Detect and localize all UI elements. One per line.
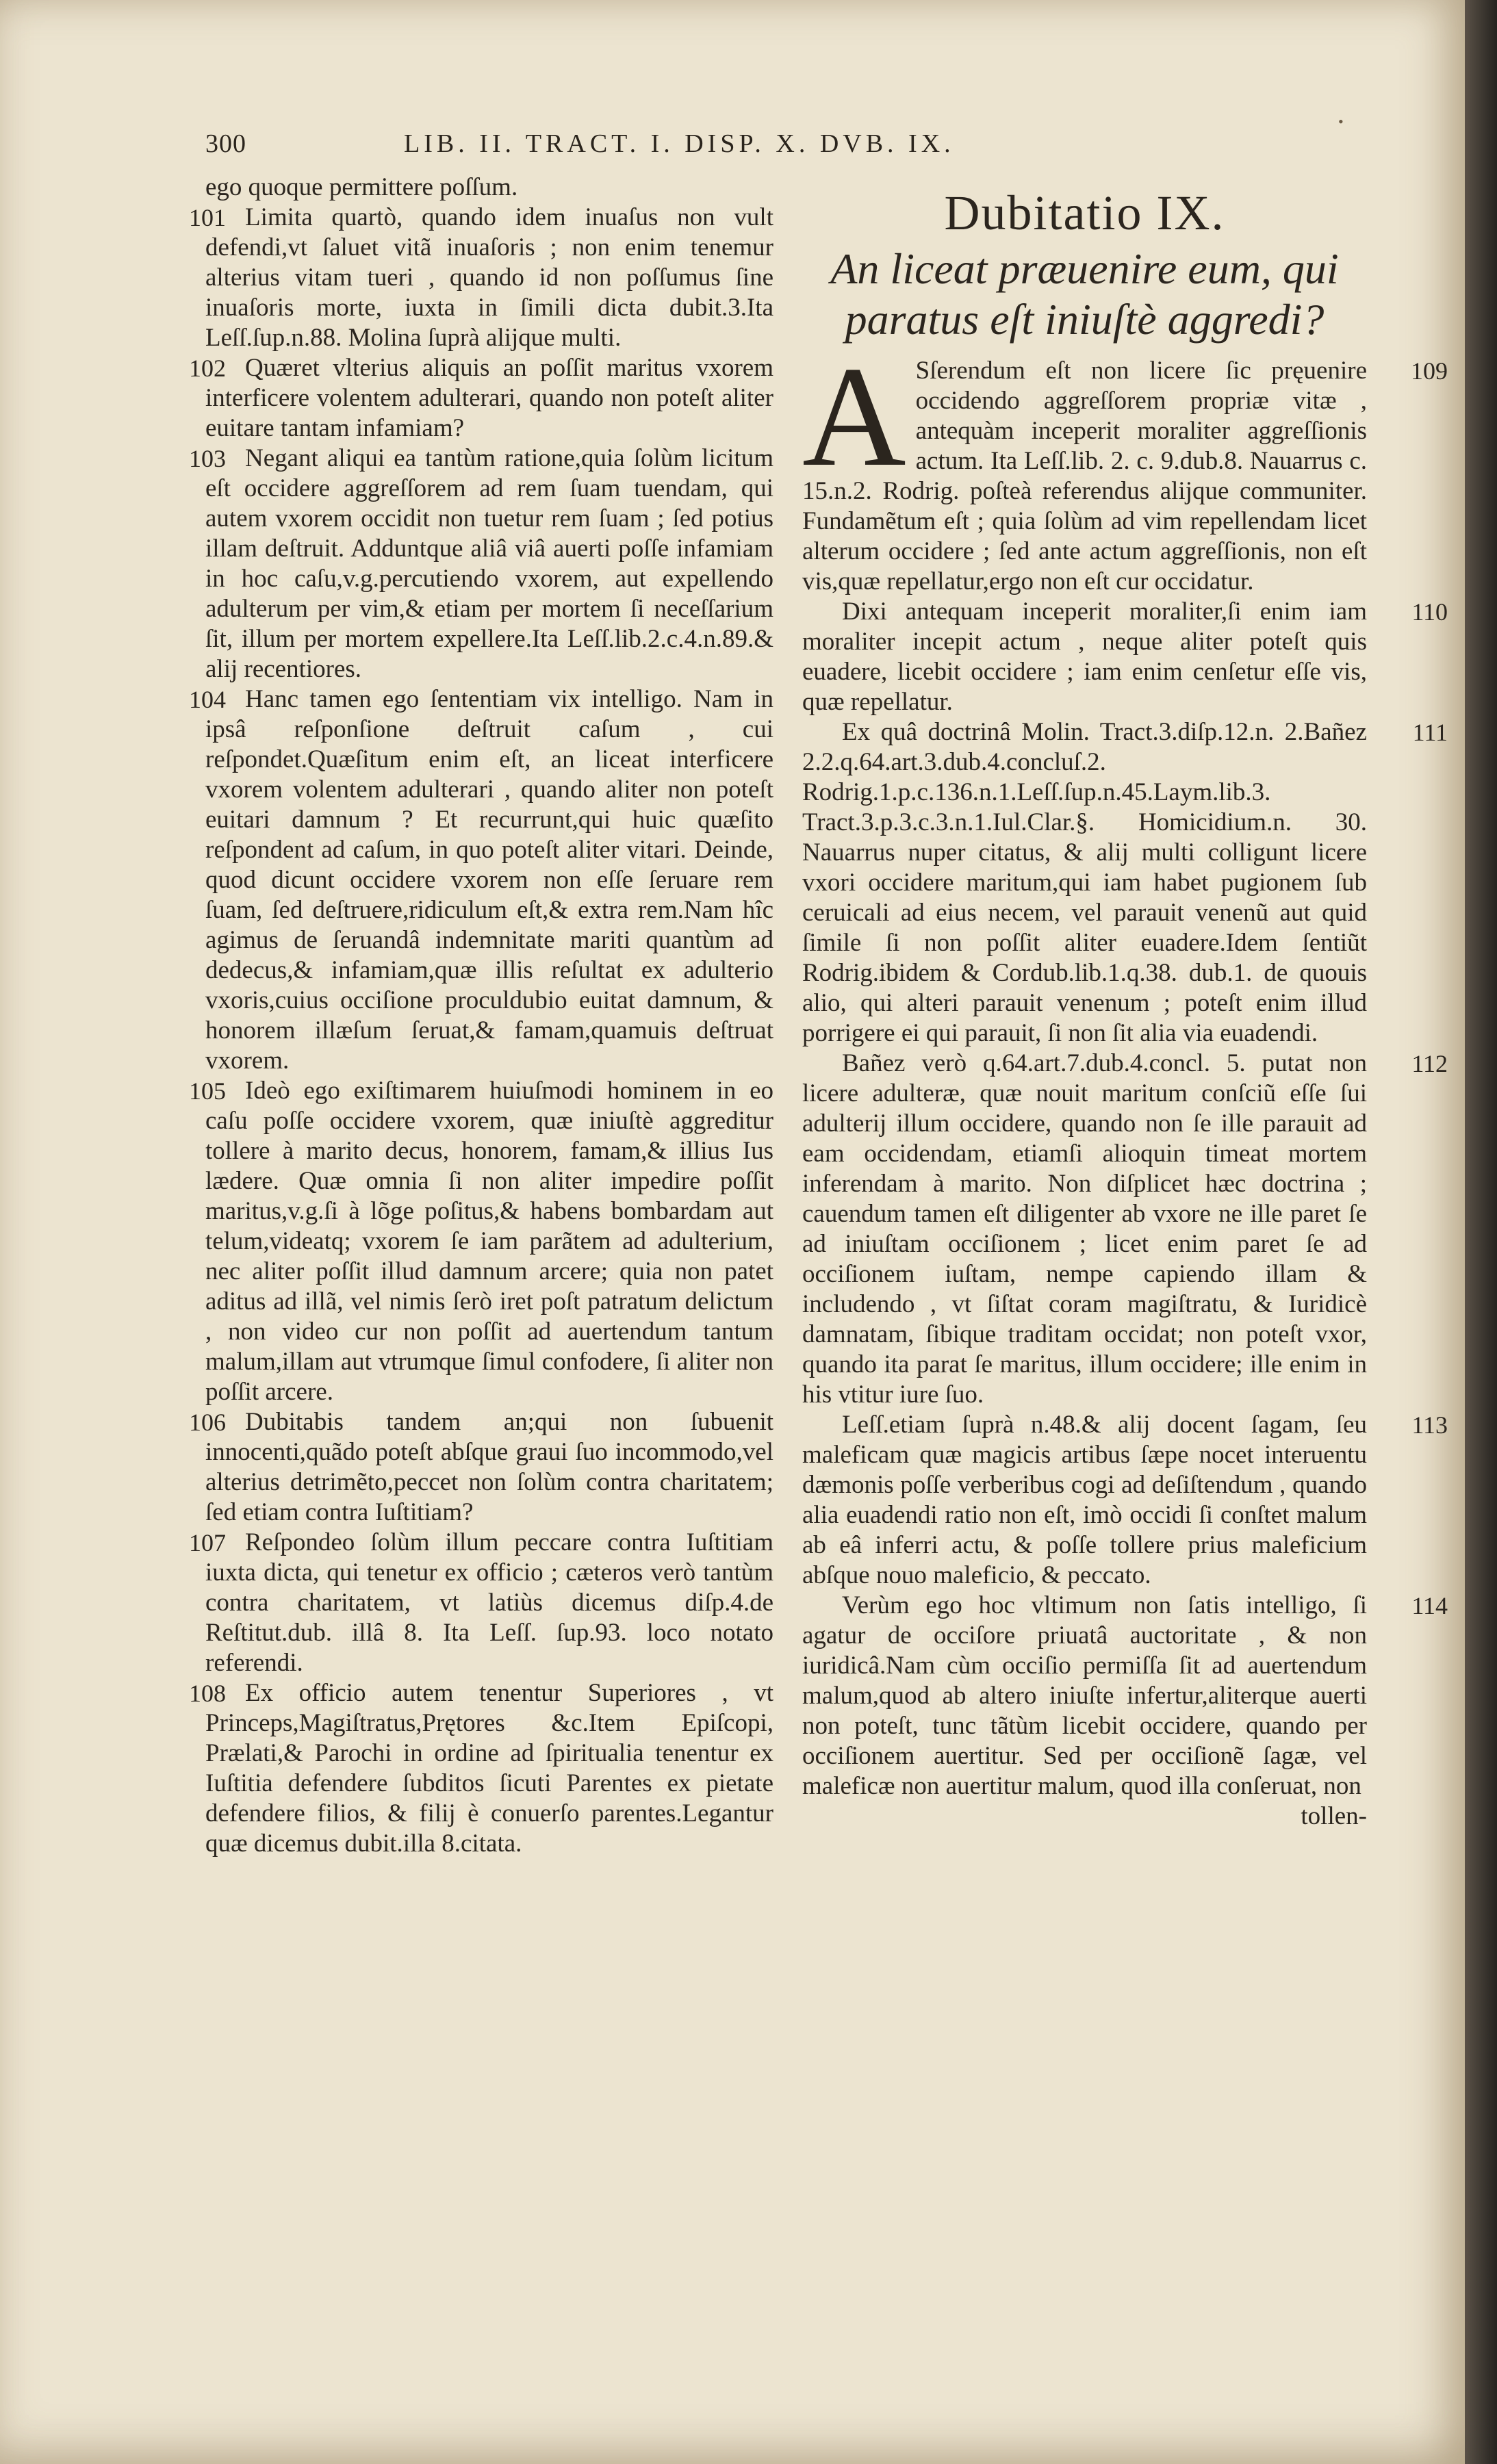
paragraph: [802, 1049, 1448, 1410]
paragraph-text: Reſpondeo ſolùm illum peccare contra Iuſtitiam iuxta dicta, qui tenetur ex officio ; cæteros verò tantùm contra charitatem, vt latiùs dicemus diſp.4.de Reſtitut.dub. illâ 8. Ita Leſſ. ſup.93. loco notato referendi.: [205, 1528, 773, 1677]
running-header: [205, 129, 1095, 170]
paragraph: [802, 1591, 1448, 1801]
margin-number: 106: [189, 1409, 226, 1436]
paragraph: [189, 444, 773, 684]
running-title: LIB. II. TRACT. I. DISP. X. DVB. IX.: [404, 129, 955, 158]
margin-number: 110: [1411, 598, 1448, 626]
margin-number: 102: [189, 355, 226, 382]
margin-number: 111: [1412, 719, 1448, 746]
margin-number: 103: [189, 445, 226, 472]
paragraph-text: Sſerendum eſt non licere ſic pręuenire occidendo aggreſſorem propriæ vitæ , antequàm inceperit moraliter aggreſſionis actum. Ita Leſſ.lib. 2. c. 9.dub.8. Nauarrus c. 15.n.2. Rodrig. poſteà referendus alijque communiter. Fundamẽtum eſt ; quia ſolùm ad vim repellendam licet alterum occidere ; ſed ante actum aggreſſionis, non eſt vis,quæ repellatur,ergo non eſt cur occidatur.: [802, 357, 1367, 595]
margin-number: 108: [189, 1680, 226, 1707]
margin-number: 101: [189, 204, 226, 231]
paragraph-text: Negant aliqui ea tantùm ratione,quia ſolùm licitum eſt occidere aggreſſorem ad rem ſuam tuendam, qui autem vxorem occidit non tuetur rem ſuam ; ſed potius illam deſtruit. Adduntque aliâ viâ auerti poſſe infamiam in hoc caſu,v.g.percutiendo vxorem, aut expellendo adulterum per vim,& etiam per mortem ſi neceſſarium ſit, illum per mortem expellere.Ita Leſſ.lib.2.c.4.n.89.& alij recentiores.: [205, 444, 773, 683]
section-title: Dubitatio IX.: [944, 185, 1225, 240]
paragraph: [189, 353, 773, 444]
drop-cap: A: [802, 337, 906, 496]
paragraph-text: ego quoque permittere poſſum.: [205, 173, 518, 201]
paragraph-text: Ex officio autem tenentur Superiores , vt Princeps,Magiſtratus,Prętores &c.Item Epiſcopi, Prælati,& Parochi in ordine ad ſpiritualia tenentur ex Iuſtitia defendere ſubditos ſicuti Parentes ex pietate defendere filios, & filij è conuerſo parentes.Legantur quæ dicemus dubit.illa 8.citata.: [205, 1679, 773, 1858]
paragraph-text: Ex quâ doctrinâ Molin. Tract.3.diſp.12.n. 2.Bañez 2.2.q.64.art.3.dub.4.concluſ.2. Rodrig.1.p.c.136.n.1.Leſſ.ſup.n.45.Laym.lib.3. Tract.3.p.3.c.3.n.1.Iul.Clar.§. Homicidium.n. 30. Nauarrus nuper citatus, & alij multi colligunt licere vxori occidere maritum,qui iam habet pugionem ſub ceruicali ad eius necem, vel parauit venenũ aut quid ſimile ſi non poſſit aliter euadere.Idem ſentiũt Rodrig.ibidem & Cordub.lib.1.q.38. dub.1. de quouis alio, qui alteri parauit venenum ; poteſt enim illud porrigere ei qui parauit, ſi non ſit alia via euadendi.: [802, 718, 1367, 1047]
paragraph: [205, 172, 773, 203]
page-number: 300: [205, 129, 246, 158]
margin-number: 113: [1411, 1411, 1448, 1439]
paragraph-text: Leſſ.etiam ſuprà n.48.& alij docent ſagam, ſeu maleficam quæ magicis artibus ſæpe nocet interuentu dæmonis poſſe verberibus cogi ad deſiſtendum , quando alia euadendi ratio non eſt, imò occidi ſi conſtet malum ab eâ inferri actu, & poſſe tollere prius maleficium abſque nouo maleficio, & peccato.: [802, 1411, 1367, 1589]
paragraph: [802, 717, 1448, 1049]
paragraph: [802, 337, 1448, 597]
paragraph-text: Dubitabis tandem an;qui non ſubuenit innocenti,quãdo poteſt abſque graui ſuo incommodo,vel alterius detrimẽto,peccet non ſolùm contra charitatem; ſed etiam contra Iuſtitiam?: [205, 1408, 773, 1526]
paragraph: [189, 1076, 773, 1407]
margin-number: 104: [189, 686, 226, 713]
paragraph-text: Quæret vlterius aliquis an poſſit maritus vxorem interficere volentem adulterari, quando non poteſt aliter euitare tantam infamiam?: [205, 354, 773, 442]
paragraph: [189, 1678, 773, 1859]
margin-number: 107: [189, 1529, 226, 1556]
paragraph-text: Limita quartò, quando idem inuaſus non vult defendi,vt ſaluet vitã inuaſoris ; non enim tenemur alterius vitam tueri , quando id non poſſumus ſine inuaſoris morte, iuxta in ſimili dicta dubit.3.Ita Leſſ.ſup.n.88. Molina ſuprà alijque multi.: [205, 203, 773, 352]
paragraph: [189, 684, 773, 1076]
paragraph: [189, 1528, 773, 1678]
binding-edge: [1465, 0, 1497, 2464]
margin-number: 109: [1411, 357, 1448, 385]
margin-number: 114: [1411, 1592, 1448, 1619]
paragraph: [802, 1410, 1448, 1591]
paragraph-text: Verùm ego hoc vltimum non ſatis intelligo, ſi agatur de occiſore priuatâ auctoritate , & non iuridicâ.Nam cùm occiſio permiſſa ſit ad auertendum malum,quod ab altero iniuſte infertur,aliterque auerti non poteſt, tunc tãtùm licebit occidere, quando per occiſionem auertitur. Sed per occiſionẽ ſagæ, vel maleficæ non auertitur malum, quod illa conſeruat, non: [802, 1591, 1367, 1800]
paragraph-text: Bañez verò q.64.art.7.dub.4.concl. 5. putat non licere adulteræ, quæ nouit maritum conſciũ eſſe ſui adulterij illum occidere, quando non ſe ille parauit ad eam occidendam, etiamſi alioquin timeat mortem inferendam à marito. Non diſplicet hæc doctrina ; cauendum tamen eſt diligenter ab vxore ne ille paret ſe ad iniuſtam occiſionem ; licet enim paret ſe ad occiſionem iuſtam, nempe capiendo illam & includendo , vt ſiſtat coram magiſtratu, & Iuridicè damnatam, ſibique traditam occidat; non poteſt vxor, quando ita parat ſe maritus, illum occidere; ille enim in his vtitur iure ſuo.: [802, 1049, 1367, 1409]
paragraph-text: Ideò ego exiſtimarem huiuſmodi hominem in eo caſu poſſe occidere vxorem, quæ iniuſtè aggreditur tollere à marito decus, honorem, famam,& illius Ius lædere. Quæ omnia ſi non aliter impedire poſſit maritus,v.g.ſi à lõge poſitus,& habens bombardam aut telum,videatq; vxorem ſe iam parãtem ad adulterium, nec aliter poſſit illud damnum arcere; quia non patet aditus ad illã, vel nimis ſerò iret poſt patratum delictum , non video cur non poſſit ad auertendum tantum malum,illam aut vtrumque ſimul confodere, ſi aliter non poſſit arcere.: [205, 1077, 773, 1406]
right-column: [802, 172, 1448, 1832]
margin-number: 112: [1411, 1050, 1448, 1077]
left-column: [189, 172, 773, 1859]
margin-number: 105: [189, 1077, 226, 1105]
paragraph-text: Hanc tamen ego ſententiam vix intelligo. Nam in ipsâ reſponſione deſtruit caſum , cui reſpondet.Quæſitum enim eſt, an liceat interficere vxorem volentem adulterari , quando aliter non poteſt euitari damnum ? Et recurrunt,qui huic quæſito reſpondent ad caſum, in quo poteſt aliter vitari. Deinde, quod dicunt occidere vxorem non eſſe ſeruare rem ſuam, ſed deſtruere,ridiculum eſt,& extra rem.Nam hîc agimus de ſeruandâ indemnitate mariti quantùm ad dedecus,& infamiam,quæ illis reſultat ex adulterio vxoris,cuius occiſione proculdubio euitat damnum, & honorem illæſum ſeruat,& famam,quamuis deſtruat vxorem.: [205, 685, 773, 1075]
paragraph: [189, 1407, 773, 1528]
paragraph: [802, 597, 1448, 717]
ink-spot-icon: •: [1338, 113, 1344, 130]
section-question: An liceat præuenire eum, qui paratus eſt iniuſtè aggredi?: [830, 244, 1339, 344]
paragraph: [189, 203, 773, 353]
paragraph-text: Dixi antequam inceperit moraliter,ſi enim iam moraliter incepit actum , neque aliter poteſt quis euadere, licebit occidere ; iam enim cenſetur eſſe vis, quæ repellatur.: [802, 598, 1367, 716]
catchword: tollen-: [1301, 1802, 1367, 1830]
